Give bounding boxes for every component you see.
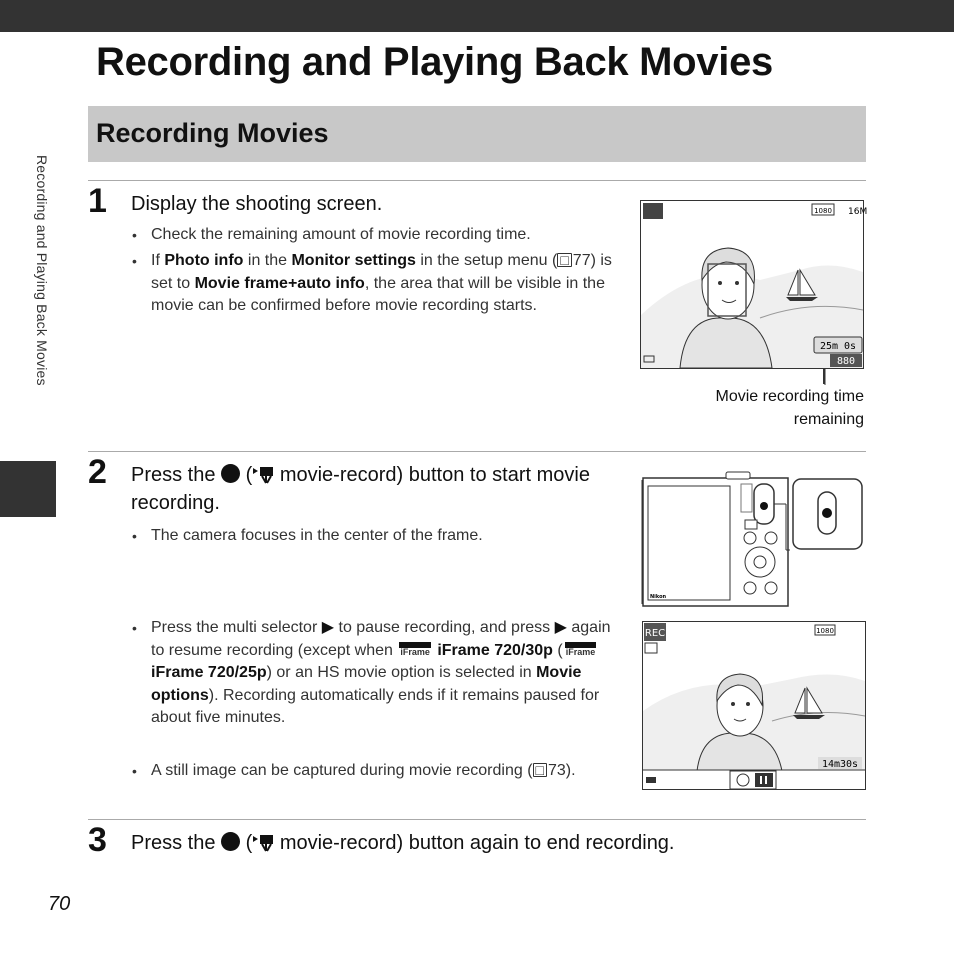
record-button-icon	[221, 464, 240, 483]
movie-record-icon	[252, 466, 274, 484]
bullet-item: • The camera focuses in the center of the frame.	[132, 527, 483, 544]
svg-text:16M: 16M	[848, 207, 868, 217]
camera-back-figure	[640, 470, 865, 610]
step-number: 3	[88, 821, 107, 859]
iframe-icon: iFrame	[565, 642, 597, 657]
battery-icon	[646, 777, 656, 783]
recording-screen-figure	[642, 621, 867, 791]
side-chapter-label: Recording and Playing Back Movies	[34, 155, 50, 386]
section-header	[88, 106, 866, 162]
delete-button-icon	[765, 582, 777, 594]
section-title: Recording Movies	[96, 118, 329, 148]
play-button-icon	[744, 532, 756, 544]
divider	[88, 180, 866, 181]
right-arrow-icon: ▶	[321, 619, 335, 636]
right-arrow-icon: ▶	[554, 619, 567, 636]
divider	[88, 819, 866, 820]
bullet-item: • A still image can be captured during movie recording ( □ 73).	[132, 762, 576, 779]
shooting-screen-figure	[640, 200, 868, 370]
iframe-icon: iFrame	[399, 642, 431, 657]
menu-button-icon	[744, 582, 756, 594]
movie-record-icon	[252, 834, 274, 852]
callout-line	[823, 368, 825, 384]
scene-mode-icon	[643, 203, 663, 219]
step-number: 2	[88, 453, 107, 491]
svg-text:1080: 1080	[816, 627, 834, 635]
brand-label: Nikon	[650, 594, 667, 600]
af-icon	[645, 643, 657, 653]
page-number: 70	[48, 893, 71, 915]
step-heading: Press the ( movie-record) button to start movie recording.	[131, 464, 590, 514]
svg-text:REC: REC	[644, 628, 666, 639]
book-ref-icon: □	[533, 763, 547, 777]
time-remaining-readout: 25m 0s	[819, 341, 857, 352]
top-bar	[0, 0, 954, 32]
book-ref-icon: □	[557, 253, 571, 267]
step-heading: Display the shooting screen.	[131, 193, 383, 215]
exposures-readout: 880	[836, 356, 856, 367]
side-chapter-tab	[0, 461, 56, 517]
chapter-title: Recording and Playing Back Movies	[96, 40, 773, 84]
figure-caption: Movie recording time remaining	[715, 388, 864, 428]
bullet-item: • If Photo info in the Monitor settings in the setup menu ( □ 77) is set to Movie frame+auto info, the area that will be visible in the movie can be confirmed before movie recording starts.	[132, 252, 612, 314]
svg-text:1080: 1080	[814, 207, 832, 215]
bullet-item: • Press the multi selector ▶ to pause recording, and press ▶ again to resume recording (except when iFrame iFrame 720/30p ( iFrame iFrame 720/25p) or an HS movie option is selected in Movie options). Recording automatically ends if it remains paused for about five minutes.	[132, 619, 611, 726]
record-button-icon	[221, 832, 240, 851]
step-heading: Press the ( movie-record) button again to end recording.	[131, 832, 675, 854]
time-remaining-readout: 14m30s	[821, 759, 859, 770]
divider	[88, 451, 866, 452]
bullet-item: • Check the remaining amount of movie recording time.	[132, 226, 531, 243]
step-number: 1	[88, 182, 107, 220]
